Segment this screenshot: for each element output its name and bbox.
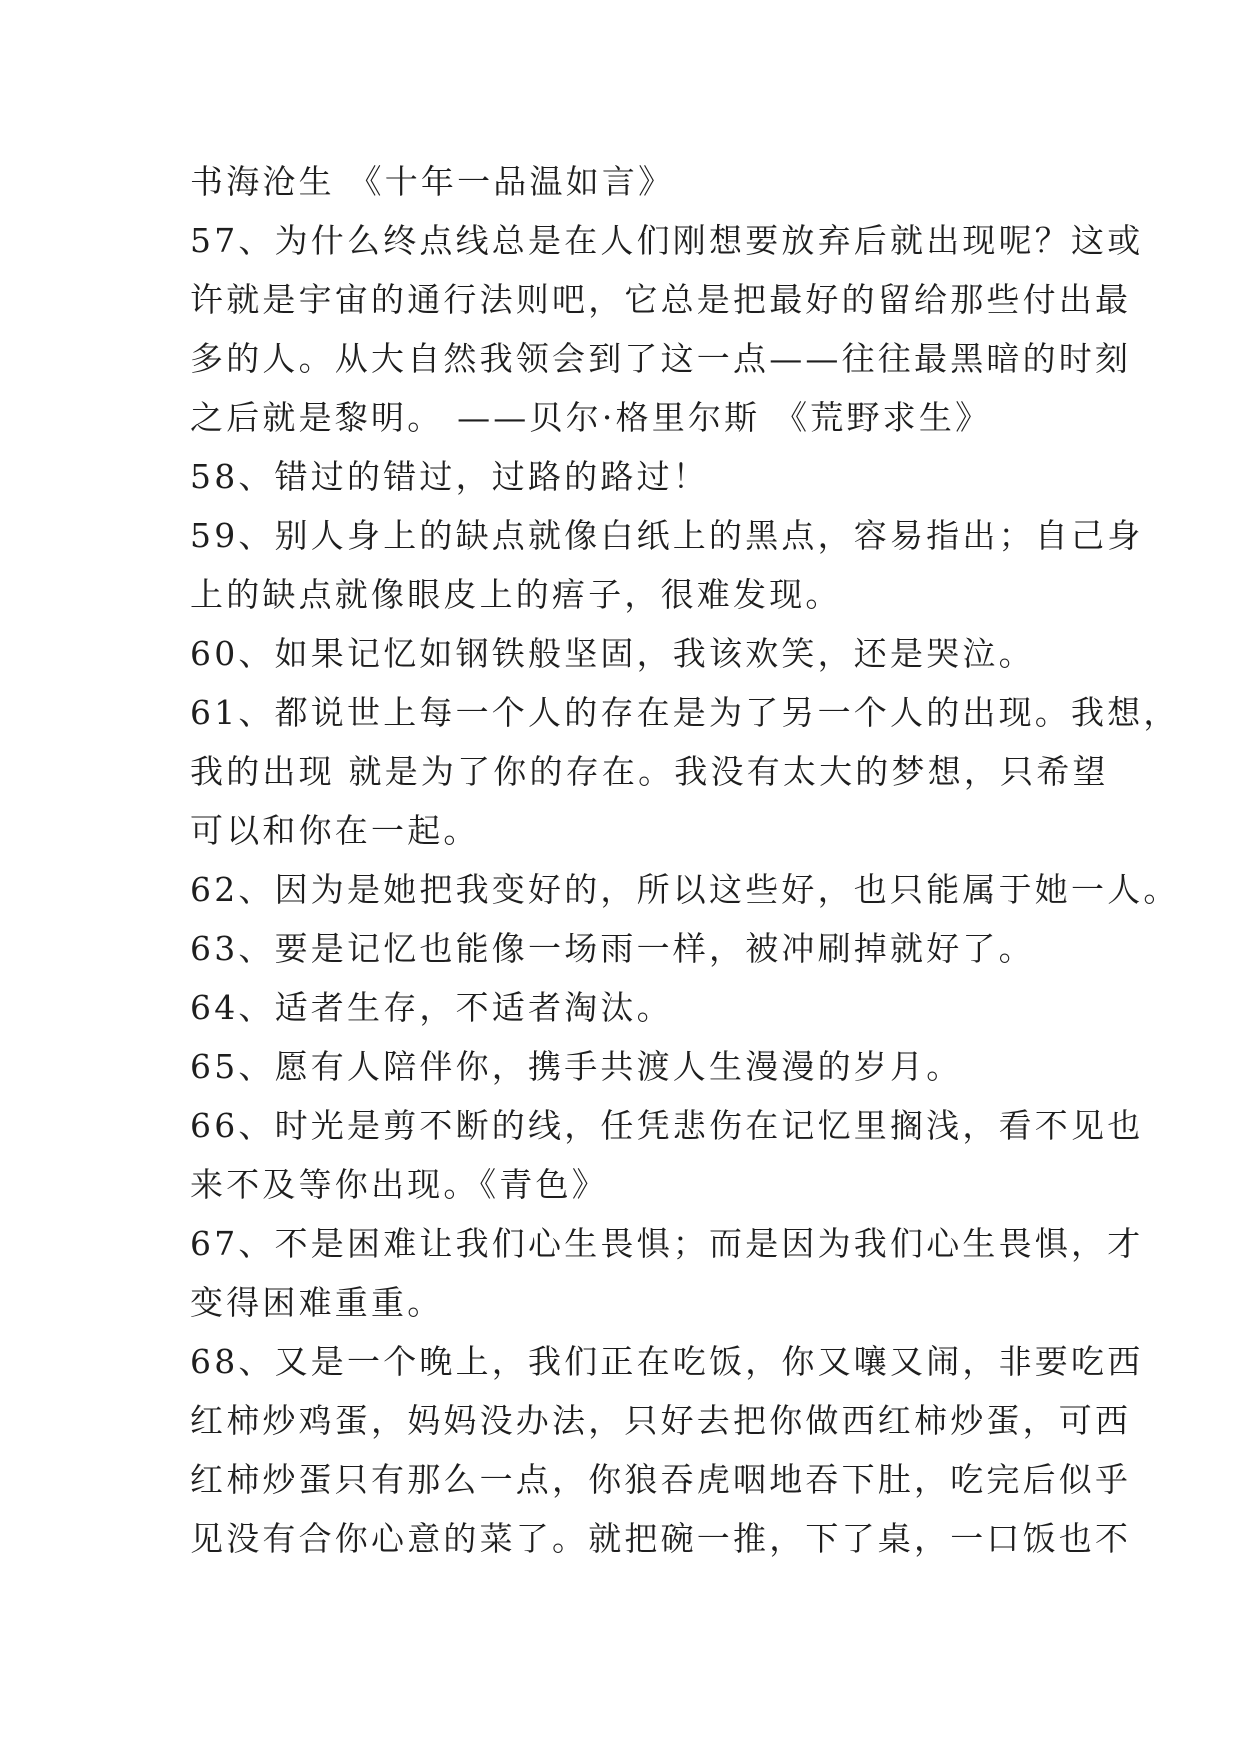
text-line: 书海沧生 《十年一品温如言》 (190, 162, 675, 201)
paragraph-60 (190, 624, 1060, 683)
paragraph-64 (190, 978, 1060, 1037)
text-line: 多的人。从大自然我领会到了这一点——往往最黑暗的时刻 (190, 339, 1132, 378)
text-line: 可以和你在一起。 (190, 811, 480, 850)
paragraph-62 (190, 860, 1180, 919)
text-line: 64、适者生存，不适者淘汰。 (190, 988, 673, 1027)
text-line: 67、不是困难让我们心生畏惧；而是因为我们心生畏惧，才 (190, 1224, 1144, 1263)
text-line: 之后就是黎明。 ——贝尔·格里尔斯 《荒野求生》 (190, 398, 992, 437)
text-line: 59、别人身上的缺点就像白纸上的黑点，容易指出；自己身 (190, 516, 1144, 555)
text-line: 65、愿有人陪伴你，携手共渡人生漫漫的岁月。 (190, 1047, 963, 1086)
text-line: 红柿炒鸡蛋，妈妈没办法，只好去把你做西红柿炒蛋，可西 (190, 1401, 1132, 1440)
text-line: 68、又是一个晚上，我们正在吃饭，你又嚷又闹，非要吃西 (190, 1342, 1144, 1381)
text-line: 红柿炒蛋只有那么一点，你狼吞虎咽地吞下肚，吃完后似乎 (190, 1460, 1132, 1499)
paragraph-68 (190, 1332, 1144, 1568)
text-line: 57、为什么终点线总是在人们刚想要放弃后就出现呢？这或 (190, 221, 1144, 260)
paragraph-63 (190, 919, 1060, 978)
document-body (190, 152, 1180, 1568)
text-line: 62、因为是她把我变好的，所以这些好，也只能属于她一人。 (190, 870, 1180, 909)
paragraph-58 (190, 447, 1060, 506)
text-line: 许就是宇宙的通行法则吧，它总是把最好的留给那些付出最 (190, 280, 1132, 319)
paragraph-61 (190, 683, 1180, 860)
paragraph-67 (190, 1214, 1144, 1332)
text-line: 上的缺点就像眼皮上的痦子，很难发现。 (190, 575, 842, 614)
paragraph-65 (190, 1037, 1060, 1096)
text-line: 我的出现 就是为了你的存在。我没有太大的梦想，只希望 (190, 752, 1109, 791)
text-line: 来不及等你出现。《青色》 (190, 1165, 608, 1204)
paragraph-59 (190, 506, 1144, 624)
text-line: 60、如果记忆如钢铁般坚固，我该欢笑，还是哭泣。 (190, 634, 1035, 673)
paragraph-source-line (190, 152, 1060, 211)
text-line: 变得困难重重。 (190, 1283, 444, 1322)
text-line: 66、时光是剪不断的线，任凭悲伤在记忆里搁浅，看不见也 (190, 1106, 1144, 1145)
text-line: 61、都说世上每一个人的存在是为了另一个人的出现。我想， (190, 693, 1180, 732)
paragraph-66 (190, 1096, 1144, 1214)
text-line: 63、要是记忆也能像一场雨一样，被冲刷掉就好了。 (190, 929, 1035, 968)
paragraph-57 (190, 211, 1144, 447)
text-line: 58、错过的错过，过路的路过！ (190, 457, 709, 496)
text-line: 见没有合你心意的菜了。就把碗一推，下了桌，一口饭也不 (190, 1519, 1132, 1558)
